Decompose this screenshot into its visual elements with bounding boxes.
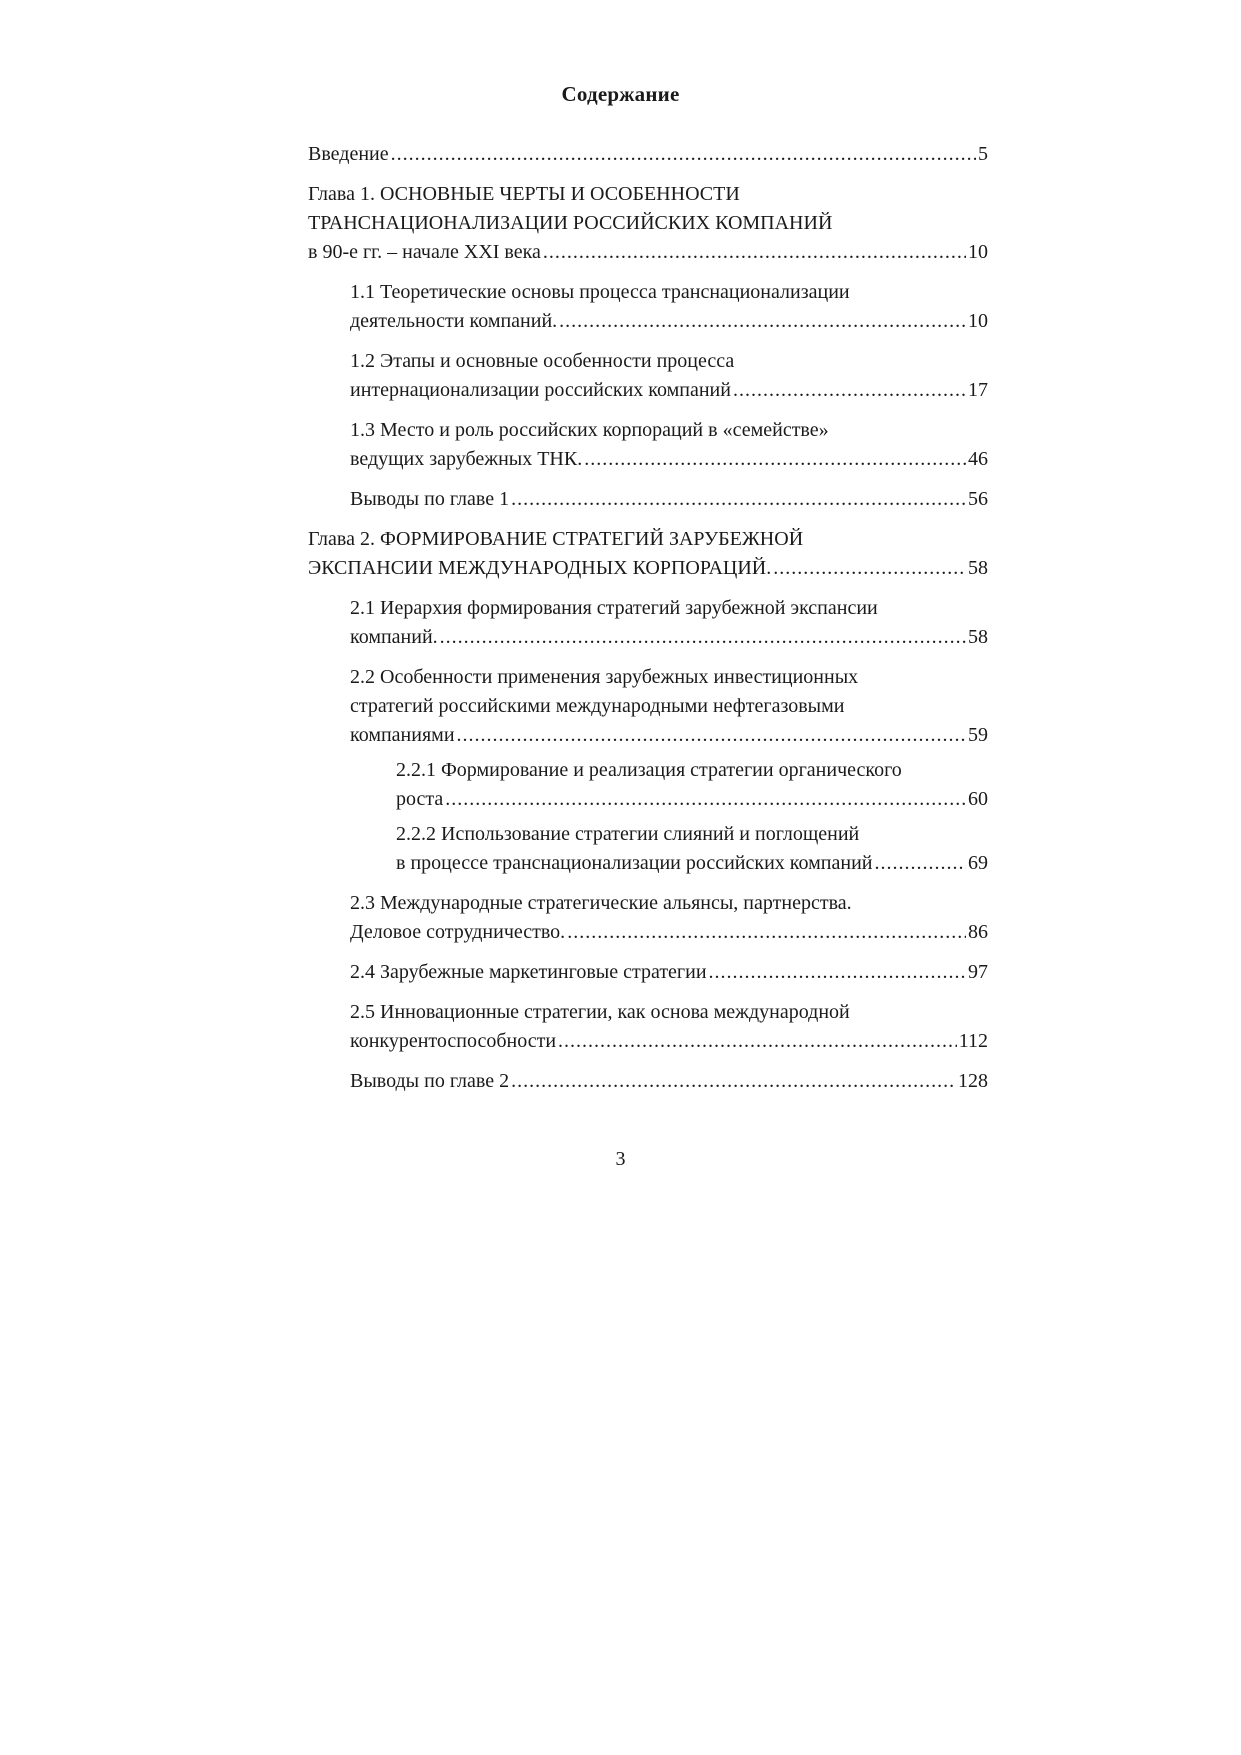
dot-leader	[440, 623, 966, 652]
toc-entry-2-2-2	[396, 820, 988, 878]
entry-page-number: 58	[968, 626, 988, 648]
dot-leader	[511, 1067, 956, 1096]
entry-page-number: 69	[968, 852, 988, 874]
entry-text: Введение	[308, 143, 389, 165]
toc-entry-2-4	[350, 958, 988, 987]
toc-entry-1-3	[350, 416, 988, 474]
dot-leader	[709, 958, 966, 987]
entry-text: ТРАНСНАЦИОНАЛИЗАЦИИ РОССИЙСКИХ КОМПАНИЙ	[308, 212, 833, 234]
entry-page-number: 59	[968, 724, 988, 746]
entry-text: 2.2 Особенности применения зарубежных инвестиционных	[350, 666, 859, 688]
entry-page-number: 58	[968, 557, 988, 579]
entry-text: Глава 1. ОСНОВНЫЕ ЧЕРТЫ И ОСОБЕННОСТИ	[308, 183, 740, 205]
toc-entry-conclusions-1	[350, 485, 988, 514]
toc-entry-2-1	[350, 594, 988, 652]
entry-text: 2.4 Зарубежные маркетинговые стратегии	[350, 961, 707, 983]
entry-text: компаний.	[350, 626, 438, 648]
dot-leader	[584, 445, 966, 474]
toc-title: Содержание	[561, 82, 680, 106]
toc-entry-2-3	[350, 889, 988, 947]
dot-leader	[559, 307, 966, 336]
entry-text: в процессе транснационализации российских компаний	[396, 852, 873, 874]
entry-page-number: 56	[968, 488, 988, 510]
dot-leader	[391, 140, 976, 169]
toc-entry-1-1	[350, 278, 988, 336]
toc-entry-introduction	[308, 140, 988, 169]
toc-entry-1-2	[350, 347, 988, 405]
dot-leader	[543, 238, 966, 267]
entry-text: 1.2 Этапы и основные особенности процесса	[350, 350, 735, 372]
dot-leader	[511, 485, 966, 514]
entry-text: Глава 2. ФОРМИРОВАНИЕ СТРАТЕГИЙ ЗАРУБЕЖНОЙ	[308, 528, 804, 550]
entry-text: ведущих зарубежных ТНК.	[350, 448, 583, 470]
dot-leader	[457, 721, 966, 750]
entry-text: компаниями	[350, 724, 455, 746]
toc-entry-chapter-2	[308, 525, 988, 583]
entry-text: 2.5 Инновационные стратегии, как основа международной	[350, 1001, 850, 1023]
entry-text: Деловое сотрудничество.	[350, 921, 566, 943]
dot-leader	[558, 1027, 957, 1056]
entry-text: 1.3 Место и роль российских корпораций в «семействе»	[350, 419, 829, 441]
toc-entry-2-2-1	[396, 756, 988, 814]
page-number: 3	[615, 1148, 626, 1170]
dot-leader	[567, 918, 966, 947]
entry-page-number: 97	[968, 961, 988, 983]
dot-leader	[874, 849, 966, 878]
entry-page-number: 86	[968, 921, 988, 943]
entry-page-number: 10	[968, 310, 988, 332]
entry-text: конкурентоспособности	[350, 1030, 557, 1052]
entry-page-number: 10	[968, 241, 988, 263]
entry-text: Выводы по главе 1	[350, 488, 510, 510]
entry-text: 2.3 Международные стратегические альянсы, партнерства.	[350, 892, 852, 914]
entry-page-number: 5	[978, 143, 988, 165]
entry-page-number: 46	[968, 448, 988, 470]
entry-text: деятельности компаний.	[350, 310, 558, 332]
entry-page-number: 17	[968, 379, 988, 401]
entry-text: роста	[396, 788, 444, 810]
entry-text: в 90-е гг. – начале XXI века	[308, 241, 541, 263]
toc-entry-2-2	[350, 663, 988, 750]
toc-entry-chapter-1	[308, 180, 988, 267]
dot-leader	[445, 785, 966, 814]
dot-leader	[733, 376, 966, 405]
entry-text: 2.1 Иерархия формирования стратегий зарубежной экспансии	[350, 597, 878, 619]
entry-page-number: 112	[958, 1030, 988, 1052]
entry-text: ЭКСПАНСИИ МЕЖДУНАРОДНЫХ КОРПОРАЦИЙ.	[308, 557, 772, 579]
entry-text: 2.2.2 Использование стратегии слияний и поглощений	[396, 823, 860, 845]
entry-text: интернационализации российских компаний	[350, 379, 731, 401]
entry-text: 1.1 Теоретические основы процесса транснационализации	[350, 281, 850, 303]
dot-leader	[773, 554, 966, 583]
entry-text: 2.2.1 Формирование и реализация стратегии органического	[396, 759, 902, 781]
toc-entry-conclusions-2	[350, 1067, 988, 1096]
toc-entry-2-5	[350, 998, 988, 1056]
entry-page-number: 128	[958, 1070, 988, 1092]
entry-text: Выводы по главе 2	[350, 1070, 510, 1092]
entry-page-number: 60	[968, 788, 988, 810]
table-of-contents	[308, 140, 988, 1107]
entry-text: стратегий российскими международными нефтегазовыми	[350, 695, 845, 717]
